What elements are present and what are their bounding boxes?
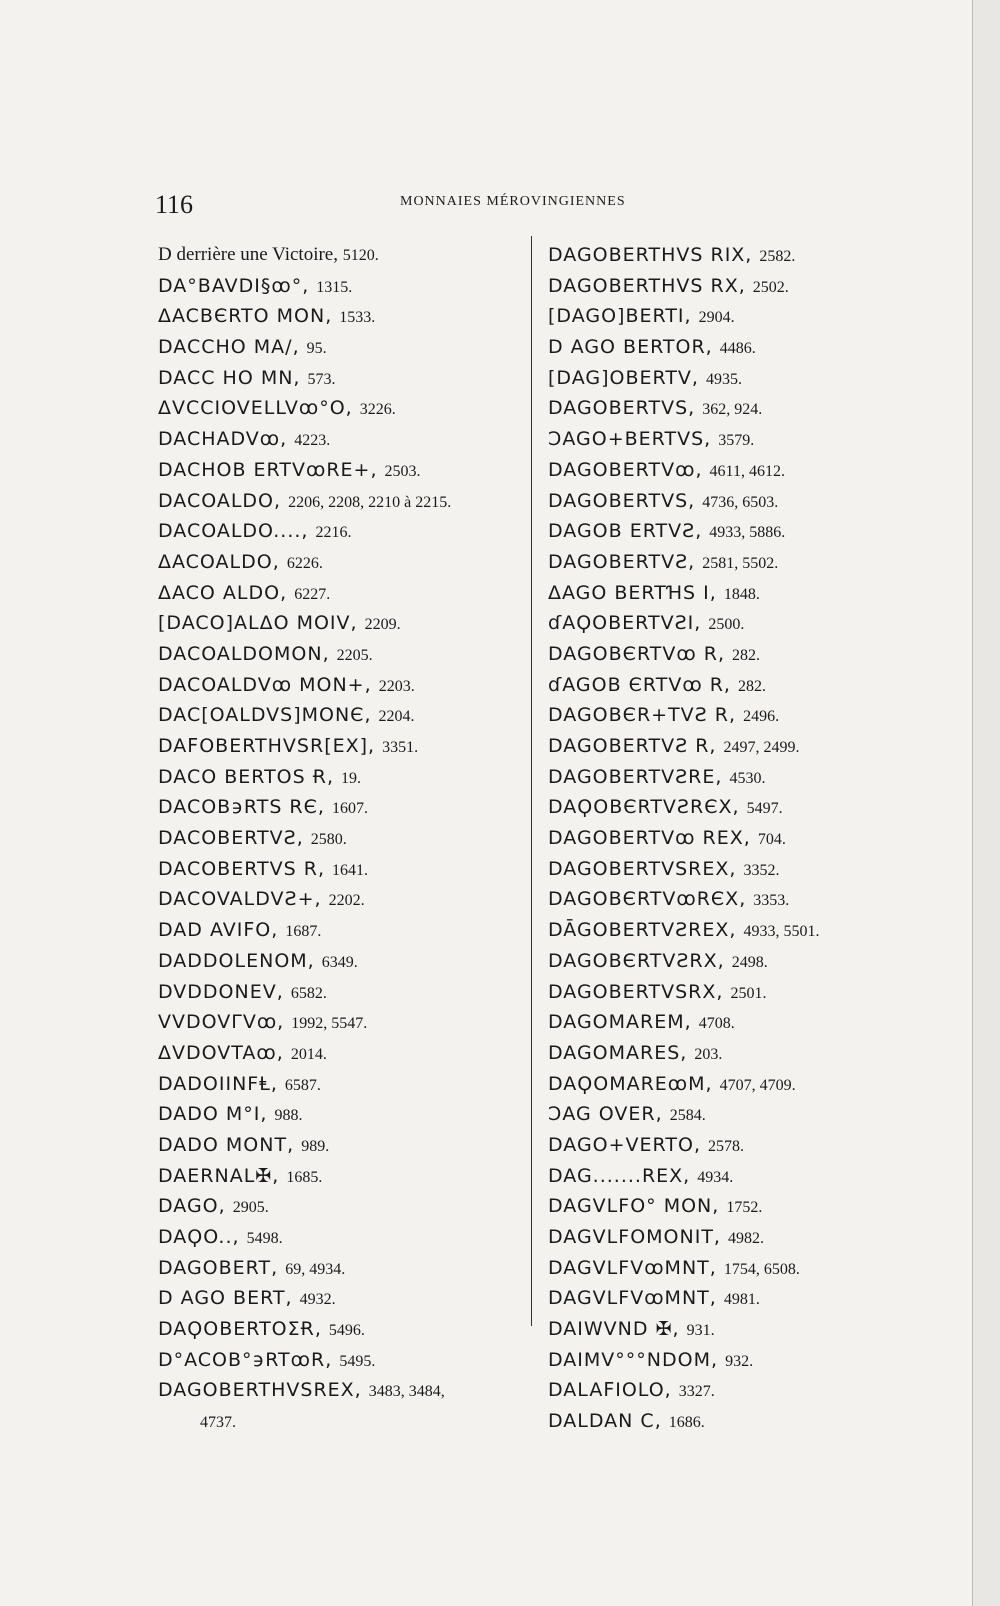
entry-legend: D AGO BERTOR, [548, 336, 713, 359]
index-entry [548, 1069, 908, 1100]
entry-refs: 1754, 6508. [723, 1260, 800, 1278]
entry-legend: D AGO BERT, [158, 1287, 293, 1310]
column-divider [531, 236, 532, 1326]
entry-refs: 1641. [332, 861, 369, 879]
entry-refs: 989. [301, 1137, 330, 1155]
index-entry [158, 639, 528, 670]
entry-legend: DALAꓝIOLO, [548, 1379, 672, 1402]
index-entry [158, 946, 528, 977]
entry-refs: 4708. [698, 1015, 735, 1033]
entry-refs: 282. [732, 646, 761, 664]
entry-legend: DAGOMARES, [548, 1041, 688, 1064]
entry-legend: DALDAN C, [548, 1410, 662, 1433]
index-entry [158, 1099, 528, 1130]
index-entry [158, 486, 528, 517]
entry-legend: ɗAGOB ЄRTVꝏ R, [548, 673, 731, 696]
index-entry [548, 1038, 908, 1069]
index-entry [548, 884, 908, 915]
index-entry [548, 946, 908, 977]
entry-refs: 1685. [286, 1168, 323, 1186]
index-entry [548, 1099, 908, 1130]
index-entry [548, 1253, 908, 1284]
left-column [158, 240, 528, 1437]
entry-legend: DAGOBERTHVS RIX, [548, 244, 753, 266]
entry-legend: DAGOMAREM, [548, 1011, 692, 1034]
entry-legend: ΔVDOVTAꝏ, [158, 1041, 284, 1064]
index-entry [158, 240, 528, 271]
entry-refs: 1533. [339, 309, 376, 327]
index-entry [158, 731, 528, 762]
index-entry [158, 1161, 528, 1192]
index-entry [548, 1345, 908, 1376]
entry-legend: ΔACOALDO, [158, 550, 280, 573]
entry-legend: [DACO]ALΔO MOIV, [158, 612, 358, 635]
index-entry [158, 1375, 528, 1406]
entry-refs: 2209. [364, 616, 401, 634]
entry-refs: 5120. [342, 247, 379, 264]
entry-refs: 3226. [359, 401, 396, 419]
entry-legend: DAGVLFOMONIT, [548, 1226, 721, 1248]
entry-legend: DAGO, [158, 1195, 226, 1218]
entry-legend: DAGO+VERTO, [548, 1133, 701, 1156]
entry-legend: [DAGO]BERTI, [548, 305, 692, 328]
entry-refs: 6226. [286, 554, 323, 572]
entry-legend: ƆAG OVER, [548, 1103, 663, 1126]
index-entry [158, 762, 528, 793]
index-entry [158, 332, 528, 363]
entry-legend: DAGVLFO° MON, [548, 1195, 720, 1218]
index-entry [548, 1161, 908, 1192]
page-number: 116 [155, 190, 194, 219]
entry-refs: 3352. [743, 861, 780, 879]
entry-legend: ɗAϘOBERTVƧI, [548, 612, 702, 635]
entry-legend: ΔACO ALDO, [158, 581, 288, 604]
index-entry [158, 700, 528, 731]
entry-legend: DACC HO MN, [158, 366, 301, 389]
index-entry [158, 424, 528, 455]
index-entry [158, 516, 528, 547]
entry-legend: DADO M°I, [158, 1103, 268, 1126]
entry-refs: 5496. [328, 1322, 365, 1340]
entry-legend: DAGVLFVꝏMNT, [548, 1256, 717, 1279]
index-entry [158, 1314, 528, 1345]
entry-legend: ΔVCCIOVELLVꝏ°O, [158, 397, 353, 420]
entry-legend: DAGOB ERTVƧ, [548, 520, 703, 543]
index-entry [158, 393, 528, 424]
entry-legend: DACO BERTOS Ɍ, [158, 765, 334, 788]
index-entry [158, 1222, 528, 1253]
entry-legend: [DAG]OBERTV, [548, 366, 699, 389]
index-entry [548, 1222, 908, 1253]
entry-refs: 2203. [378, 677, 415, 695]
entry-refs: 2216. [315, 524, 352, 542]
index-entry [548, 271, 908, 302]
entry-legend: DACOALDVꝏ MON+, [158, 673, 372, 696]
index-entry [158, 1283, 528, 1314]
entry-legend: DAD AVIꓝO, [158, 919, 279, 942]
entry-refs: 2204. [378, 708, 415, 726]
entry-refs: 4736, 6503. [702, 493, 779, 511]
page-edge [972, 0, 1000, 1606]
index-entry [158, 271, 528, 302]
entry-legend: DAϘOMAREꝏM, [548, 1072, 713, 1095]
index-entry [548, 670, 908, 701]
running-title: MONNAIES MÉROVINGIENNES [400, 194, 626, 209]
entry-refs: 932. [725, 1352, 754, 1370]
index-entry [548, 1130, 908, 1161]
entry-refs: 2502. [752, 278, 789, 296]
entry-legend: DAGOBERTVS, [548, 489, 696, 512]
entry-legend: DAGOBERT, [158, 1256, 279, 1279]
entry-legend: DAGOBERTVSRX, [548, 980, 724, 1003]
entry-refs: 1686. [668, 1414, 705, 1432]
entry-refs: 69, 4934. [285, 1260, 346, 1278]
entry-refs: 4223. [294, 432, 331, 450]
entry-refs: 6349. [321, 953, 358, 971]
entry-refs: 2503. [384, 462, 421, 480]
index-entry [158, 1406, 528, 1437]
entry-refs: 2905. [232, 1199, 269, 1217]
index-entry [548, 516, 908, 547]
index-entry [158, 1007, 528, 1038]
entry-legend: DAϘOBЄRTVƧRЄX, [548, 796, 740, 819]
index-entry [158, 578, 528, 609]
entry-refs: 4933, 5886. [709, 524, 786, 542]
entry-legend: DAGOBЄRTVꝏ R, [548, 642, 725, 665]
entry-refs: 3353. [753, 892, 790, 910]
index-entry [158, 977, 528, 1008]
index-entry [548, 1191, 908, 1222]
index-entry [548, 1375, 908, 1406]
index-entry [548, 1283, 908, 1314]
entry-refs: 1687. [285, 923, 322, 941]
entry-refs: 2497, 2499. [723, 739, 800, 756]
entry-refs: 6582. [290, 984, 327, 1002]
entry-legend: DACHADVꝏ, [158, 428, 288, 451]
entry-legend: DAGOBERTHVSREX, [158, 1379, 362, 1402]
entry-refs: 3579. [718, 432, 755, 450]
index-entry [158, 670, 528, 701]
index-entry [548, 854, 908, 885]
index-entry [548, 792, 908, 823]
entry-legend: DADOIINFⱠ, [158, 1072, 278, 1095]
entry-refs: 6227. [294, 585, 331, 603]
entry-refs: 4934. [697, 1168, 734, 1186]
entry-legend: DĀGOBERTVƧREX, [548, 919, 737, 942]
entry-legend: DAGVLFVꝏMNT, [548, 1287, 717, 1310]
index-entry [548, 1314, 908, 1345]
entry-refs: 282. [738, 677, 767, 695]
entry-legend: DAGOBERTHVS RX, [548, 274, 746, 297]
entry-legend: D derrière une Victoire, [158, 244, 338, 265]
entry-refs: 2580. [310, 831, 347, 849]
entry-refs: 5497. [746, 800, 783, 818]
entry-refs: 3327. [678, 1383, 715, 1401]
index-entry [158, 1191, 528, 1222]
index-entry [158, 608, 528, 639]
index-entry [158, 1038, 528, 1069]
index-entry [158, 884, 528, 915]
entry-refs: 2498. [731, 953, 768, 971]
entry-legend: VVDOVΓVꝏ, [158, 1011, 285, 1034]
entry-legend: ΔACBЄRTO MON, [158, 305, 333, 328]
entry-legend: D°ACOB°϶RTꝏR, [158, 1348, 333, 1371]
index-entry [548, 393, 908, 424]
index-entry [158, 1253, 528, 1284]
entry-legend: DAGOBERTVS, [548, 397, 696, 420]
entry-legend: DAERNAL✠, [158, 1164, 280, 1187]
entry-legend: DACCHO MA/, [158, 336, 300, 359]
entry-refs: 2501. [730, 984, 767, 1002]
entry-refs: 4935. [706, 370, 743, 388]
entry-legend: DAIWVND ✠, [548, 1318, 680, 1341]
entry-refs: 1752. [726, 1199, 763, 1217]
entry-legend: DACHOB ERTVꝏRE+, [158, 458, 378, 481]
index-entry [158, 301, 528, 332]
entry-refs: 4933, 5501. [743, 923, 820, 941]
index-entry [548, 608, 908, 639]
entry-refs: 2205. [336, 646, 373, 664]
index-entry [548, 1406, 908, 1437]
entry-legend: DAϘO.., [158, 1226, 240, 1248]
entry-legend: DAGOBERTVƧ, [548, 550, 696, 573]
index-entry [158, 547, 528, 578]
entry-refs: 2904. [698, 309, 735, 327]
entry-legend: DAGOBЄR+TVƧ R, [548, 704, 737, 727]
entry-legend: DACOALDO, [158, 489, 282, 512]
index-entry [548, 977, 908, 1008]
entry-refs: 2584. [669, 1107, 706, 1125]
index-entry [158, 854, 528, 885]
index-entry [548, 915, 908, 946]
entry-legend: DA°BAVDI§ꝏ°, [158, 274, 310, 297]
entry-refs: 2014. [290, 1045, 327, 1063]
entry-refs: 2578. [708, 1137, 745, 1155]
entry-refs: 1992, 5547. [291, 1015, 368, 1033]
index-entry [158, 363, 528, 394]
entry-refs: 3483, 3484, [368, 1383, 445, 1401]
entry-legend: ΔAGO BERTꞪS I, [548, 581, 717, 604]
entry-refs: 5498. [246, 1230, 283, 1247]
entry-legend: DAGOBERTVꝏ REX, [548, 827, 751, 850]
entry-refs: 2206, 2208, 2210 à 2215. [288, 493, 452, 511]
index-entry [548, 455, 908, 486]
entry-legend: DADDOLENOM, [158, 949, 315, 972]
entry-refs: 4611, 4612. [709, 462, 785, 480]
index-entry [158, 1130, 528, 1161]
entry-refs: 2500. [708, 616, 745, 634]
entry-legend: DAGOBЄRTVꝏRЄX, [548, 888, 747, 911]
index-entry [158, 792, 528, 823]
entry-refs: 2496. [743, 708, 780, 726]
entry-legend: DVDDONEV, [158, 980, 284, 1003]
index-entry [548, 424, 908, 455]
entry-refs: 362, 924. [702, 401, 763, 419]
entry-refs: 1315. [316, 278, 353, 296]
entry-legend: DAGOBERTVƧ R, [548, 735, 717, 757]
entry-refs: 4737. [200, 1414, 236, 1432]
entry-legend: DAC[OALDVS]MONЄ, [158, 704, 372, 727]
entry-refs: 931. [686, 1322, 715, 1340]
entry-refs: 6587. [284, 1076, 321, 1094]
index-entry [158, 915, 528, 946]
entry-refs: 4530. [729, 769, 766, 787]
index-entry [548, 363, 908, 394]
entry-refs: 1848. [723, 585, 760, 603]
entry-legend: DAGOBERTVꝏ, [548, 458, 703, 481]
entry-refs: 2582. [759, 248, 796, 265]
index-entry [548, 700, 908, 731]
entry-refs: 4707, 4709. [719, 1076, 796, 1094]
index-entry [548, 578, 908, 609]
entry-legend: DACOBERTVƧ, [158, 827, 304, 850]
entry-refs: 704. [757, 831, 786, 849]
entry-legend: DACOB϶RTS RЄ, [158, 796, 325, 819]
index-entry [158, 1345, 528, 1376]
entry-refs: 203. [694, 1045, 723, 1063]
entry-legend: DACOALDOMON, [158, 642, 330, 665]
entry-refs: 4982. [728, 1230, 765, 1247]
index-entry [548, 639, 908, 670]
index-entry [548, 823, 908, 854]
index-entry [548, 547, 908, 578]
index-entry [548, 1007, 908, 1038]
entry-refs: 19. [341, 769, 362, 787]
index-entry [548, 731, 908, 762]
entry-legend: DAꓝOBERTHVSR[EX], [158, 735, 376, 757]
entry-legend: DAG.......REX, [548, 1164, 691, 1187]
index-entry [158, 1069, 528, 1100]
entry-legend: DACOVALDVƧ+, [158, 888, 322, 911]
entry-legend: DAGOBERTVSREX, [548, 857, 737, 880]
entry-refs: 988. [274, 1107, 303, 1125]
entry-legend: DAϘOBERTOΣɌ, [158, 1318, 322, 1341]
entry-legend: DACOALDO...., [158, 520, 309, 543]
entry-refs: 3351. [382, 739, 419, 756]
entry-legend: DACOBERTVS R, [158, 857, 325, 880]
index-entry [548, 240, 908, 271]
index-entry [548, 301, 908, 332]
entry-legend: DAIMV°°°NDOM, [548, 1348, 719, 1371]
entry-legend: DADO MONT, [158, 1133, 295, 1156]
entry-legend: DAGOBЄRTVƧRX, [548, 949, 725, 972]
entry-refs: 4486. [719, 340, 756, 358]
right-column [548, 240, 908, 1437]
entry-refs: 4981. [723, 1291, 760, 1309]
index-entry [158, 455, 528, 486]
index-entry [548, 762, 908, 793]
entry-refs: 2581, 5502. [702, 554, 779, 572]
entry-refs: 1607. [332, 800, 368, 818]
entry-refs: 2202. [328, 892, 365, 910]
entry-refs: 573. [307, 370, 336, 388]
index-entry [548, 486, 908, 517]
index-entry [158, 823, 528, 854]
entry-legend: ƆAGO+BERTVS, [548, 428, 712, 451]
entry-legend: DAGOBERTVƧRE, [548, 765, 723, 788]
entry-refs: 95. [306, 340, 327, 358]
entry-refs: 5495. [339, 1352, 376, 1370]
index-entry [548, 332, 908, 363]
entry-refs: 4932. [299, 1291, 336, 1309]
